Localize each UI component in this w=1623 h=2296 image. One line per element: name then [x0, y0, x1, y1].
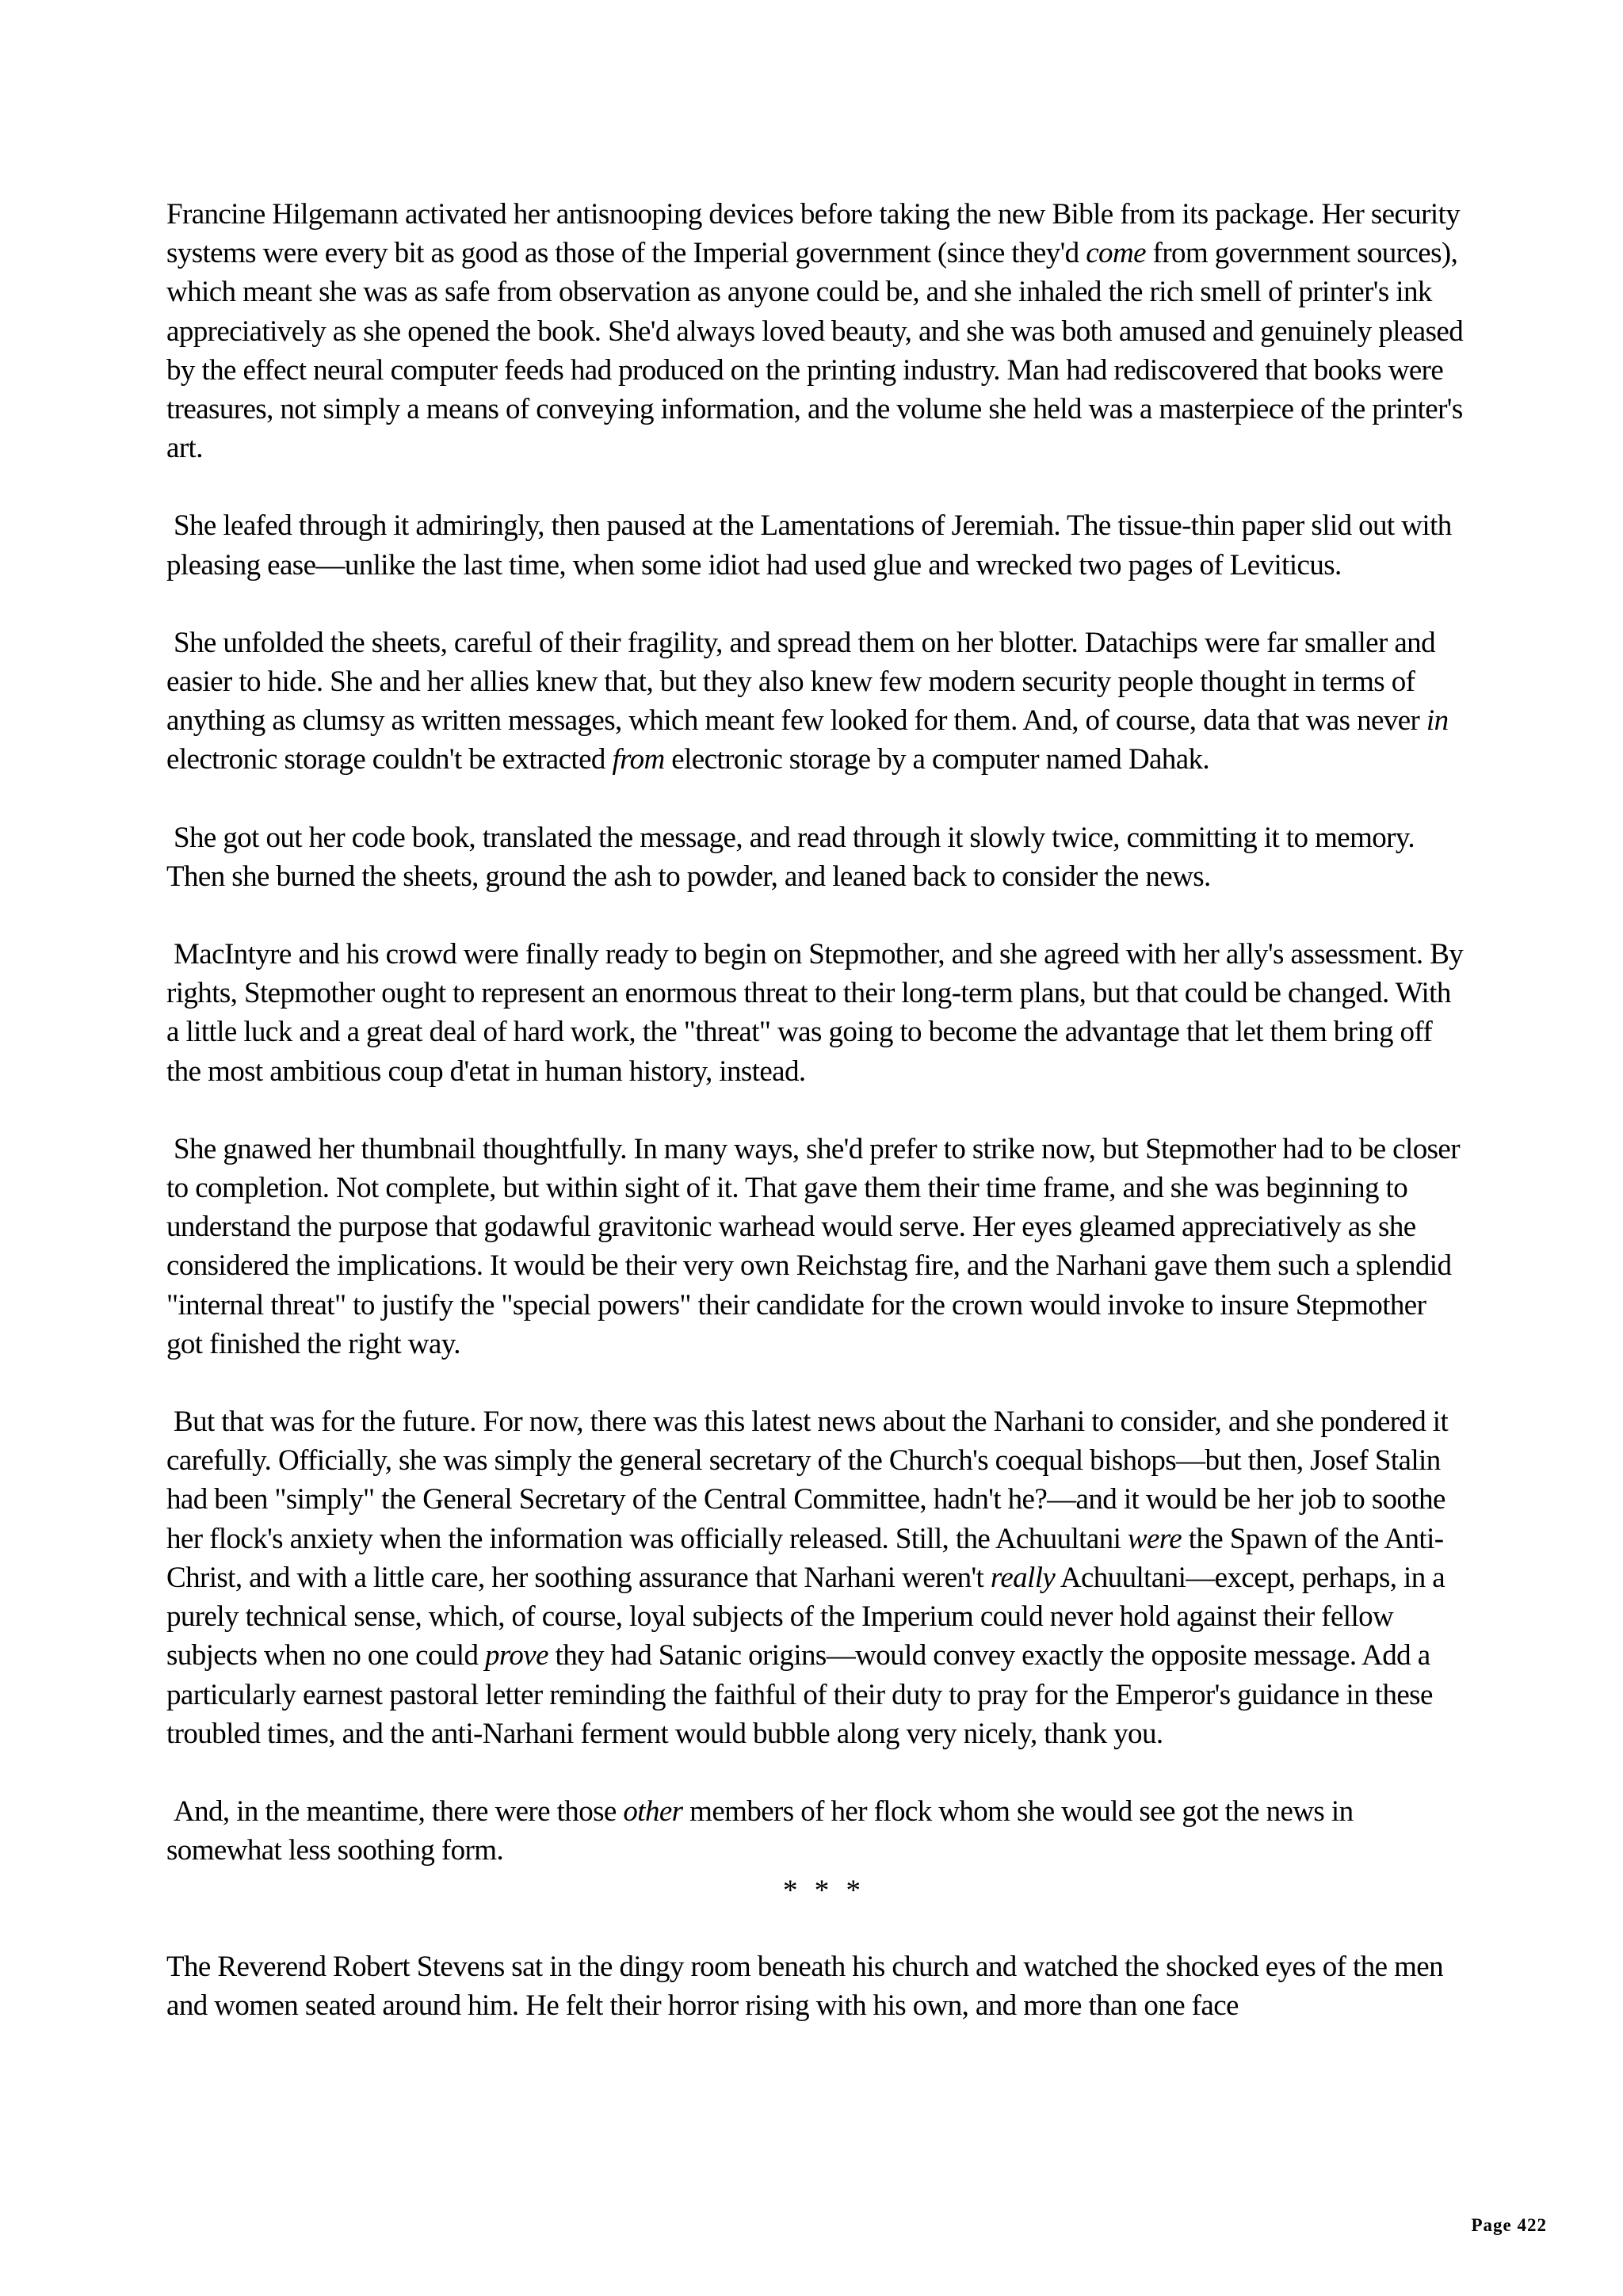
text-segment: MacIntyre and his crowd were finally ready to begin on Stepmother, and she agreed with her ally's assessment. By rights, Stepmother ought to represent an enormous threat to their long-term plans, but that could be changed. With a little luck and a great deal of hard work, the "threat" was going to become the advantage that let them bring off the most ambitious coup d'etat in human history, instead. — [166, 938, 1464, 1088]
paragraph — [166, 624, 1466, 780]
italic-text: were — [1127, 1522, 1182, 1555]
text-segment: Achuultani—except, perhaps, in a purely technical sense, which, of course, loyal subjects of the Imperium could never hold against their fellow subjects when no one could — [166, 1561, 1445, 1672]
text-segment: She got out her code book, translated the message, and read through it slowly twice, committing it to memory. Then she burned the sheets, ground the ash to powder, and leaned back to consider the news. — [166, 821, 1415, 893]
page-number: Page 422 — [1471, 2215, 1547, 2235]
paragraph — [166, 1130, 1466, 1363]
paragraph — [166, 935, 1466, 1091]
text-segment: from government sources), which meant she was as safe from observation as anyone could be, and she inhaled the rich smell of printer's ink appreciatively as she opened the book. She'd always loved beauty, and she was both amused and genuinely pleased by the effect neural computer feeds had produced on the printing industry. Man had rediscovered that books were treasures, not simply a means of conveying information, and the volume she held was a masterpiece of the printer's art. — [166, 237, 1464, 465]
italic-text: really — [990, 1561, 1056, 1594]
paragraph — [166, 506, 1466, 584]
paragraph — [166, 1792, 1466, 1870]
paragraph — [166, 818, 1466, 896]
text-segment: members of her flock whom she would see got the news in somewhat less soothing form. — [166, 1794, 1354, 1867]
italic-text: prove — [485, 1639, 548, 1672]
italic-text: in — [1426, 704, 1449, 738]
final-paragraph: The Reverend Robert Stevens sat in the dingy room beneath his church and watched the shocked eyes of the men and women seated around him. He felt their horror rising with his own, and more than one face — [166, 1950, 1444, 2022]
text-segment: She gnawed her thumbnail thoughtfully. In many ways, she'd prefer to strike now, but Stepmother had to be closer to completion. Not complete, but within sight of it. That gave them their time frame, and she was beginning to understand the purpose that godawful gravitonic warhead would serve. Her eyes gleamed appreciatively as she considered the implications. It would be their very own Reichstag fire, and the Narhani gave them such a splendid "internal threat" to justify the "special powers" their candidate for the crown would invoke to insure Stepmother got finished the right way. — [166, 1132, 1460, 1360]
text-segment: they had Satanic origins—would convey exactly the opposite message. Add a particularly earnest pastoral letter reminding the faithful of their duty to pray for the Emperor's guidance in these troubled times, and the anti-Narhani ferment would bubble along very nicely, thank you. — [166, 1639, 1433, 1750]
text-segment: She unfolded the sheets, careful of their fragility, and spread them on her blotter. Datachips were far smaller and easier to hide. She and her allies knew that, but they also knew few modern security people thought in terms of anything as clumsy as written messages, which meant few looked for them. And, of course, data that was never — [166, 626, 1435, 738]
italic-text: come — [1086, 237, 1146, 270]
text-segment: Francine Hilgemann activated her antisnooping devices before taking the new Bible from its package. Her security systems were every bit as good as those of the Imperial government (since they'd — [166, 198, 1461, 270]
italic-text: from — [612, 743, 665, 776]
text-segment: electronic storage by a computer named Dahak. — [664, 743, 1210, 776]
paragraph-list — [166, 195, 1466, 1870]
text-segment: And, in the meantime, there were those — [174, 1794, 624, 1828]
text-segment: But that was for the future. For now, there was this latest news about the Narhani to consider, and she pondered it carefully. Officially, she was simply the general secretary of the Church's coequal bishops—but then, Josef Stalin had been "simply" the General Secretary of the Central Committee, hadn't he?—and it would be her job to soothe her flock's anxiety when the information was officially released. Still, the Achuultani — [166, 1405, 1449, 1555]
text-segment: the Spawn of the Anti-Christ, and with a little care, her soothing assurance that Narhani weren't — [166, 1522, 1444, 1594]
text-segment: electronic storage couldn't be extracted — [166, 743, 613, 776]
page-body — [166, 195, 1466, 2025]
paragraph — [166, 1402, 1466, 1753]
text-segment: She leafed through it admiringly, then paused at the Lamentations of Jeremiah. The tissue-thin paper slid out with pleasing ease—unlike the last time, when some idiot had used glue and wrecked two pages of Leviticus. — [166, 509, 1452, 582]
scene-separator: * * * — [783, 1875, 865, 1908]
paragraph — [166, 195, 1466, 467]
italic-text: other — [623, 1794, 683, 1828]
